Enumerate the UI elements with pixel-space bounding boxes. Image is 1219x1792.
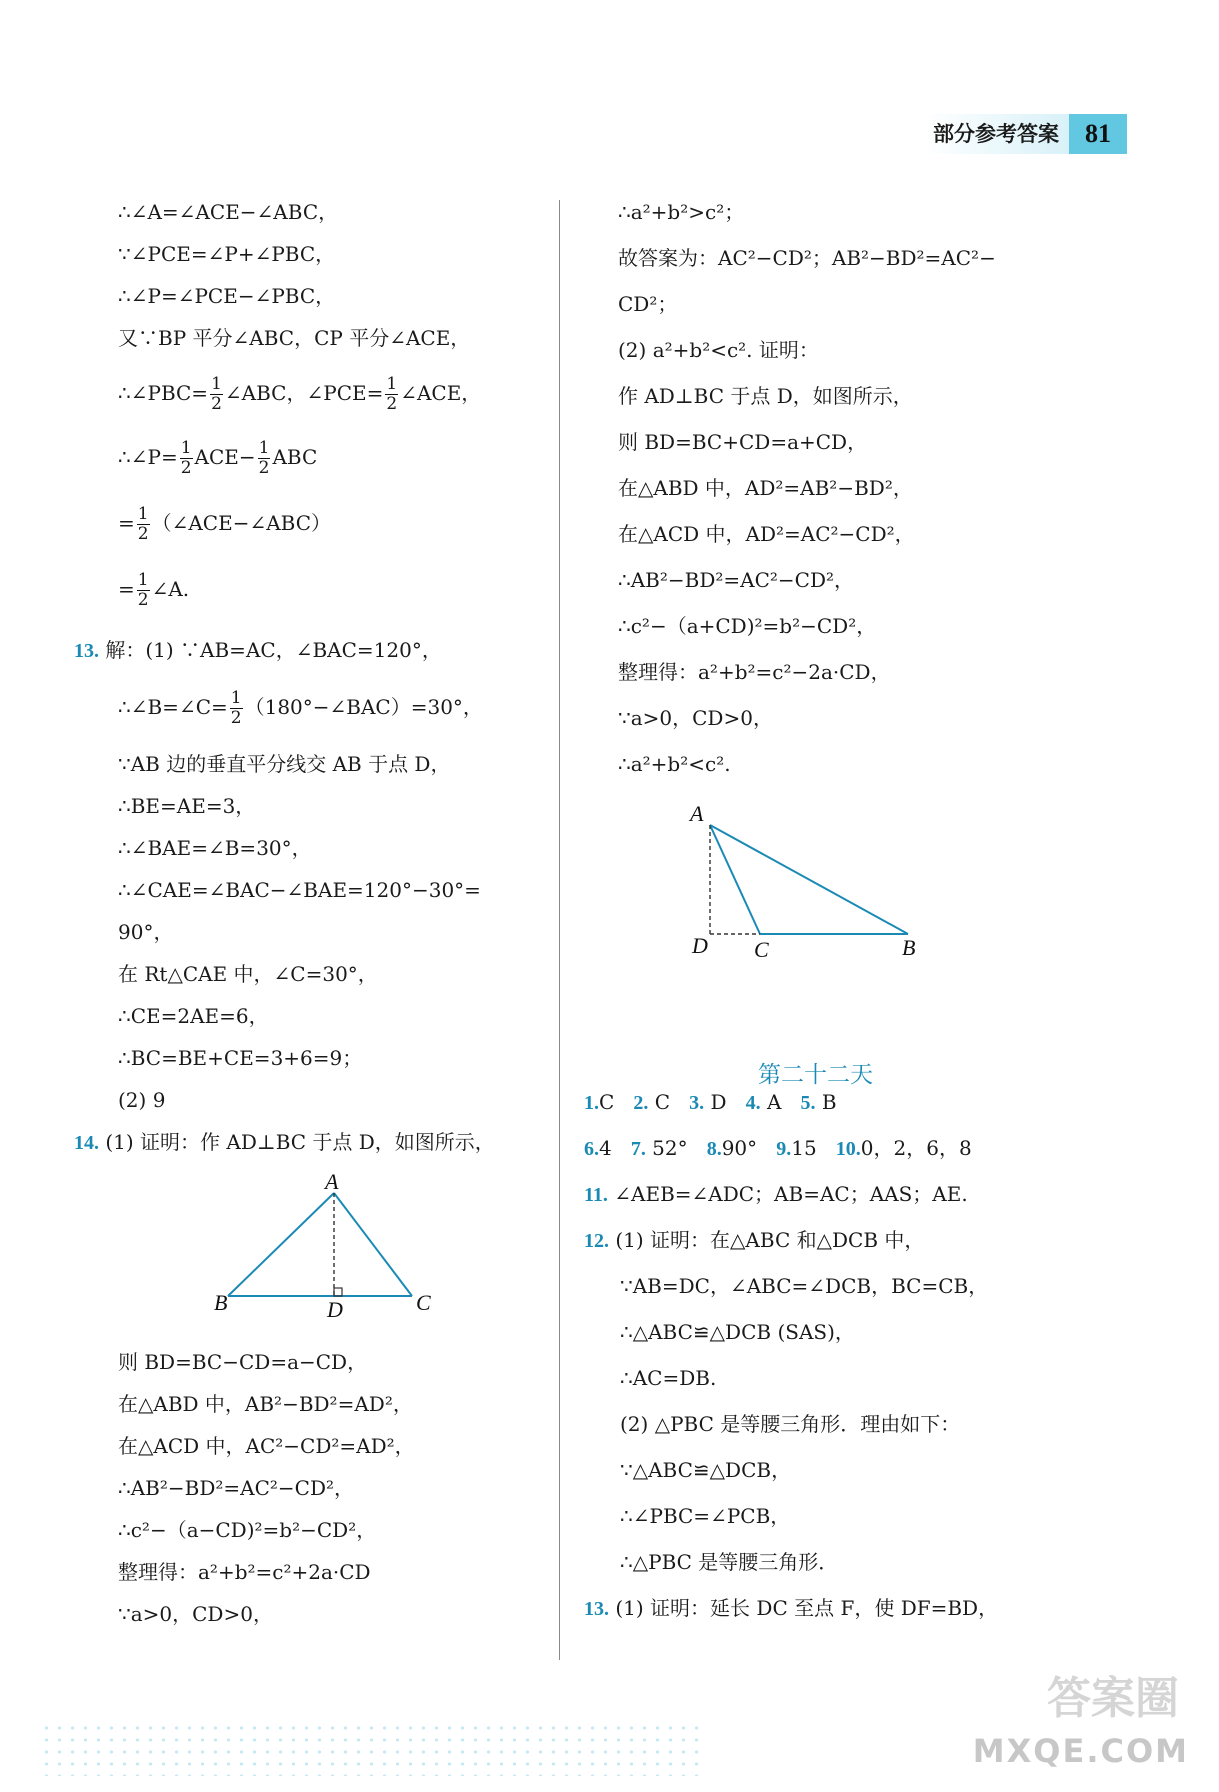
numerator: 1: [258, 438, 270, 458]
text: ∴∠B=∠C=: [118, 695, 228, 719]
right-angle-mark: [334, 1288, 342, 1296]
text-line: 整理得：a²+b²=c²−2a·CD，: [618, 660, 891, 684]
question-12: [584, 1226, 924, 1255]
text-line: ∴∠PBC=∠PCB，: [620, 1504, 791, 1528]
text-line: 在△ABD 中，AB²−BD²=AD²，: [118, 1392, 413, 1416]
denominator: 2: [211, 394, 222, 414]
text: 解：(1) ∵AB=AC，∠BAC=120°，: [105, 638, 442, 662]
text-line: ∴AC=DB.: [620, 1366, 717, 1390]
answer: 90°: [721, 1136, 758, 1160]
text-line: 90°，: [118, 920, 174, 944]
text-line: ∴BE=AE=3，: [118, 794, 256, 818]
label-b: B: [902, 935, 916, 960]
answer: A: [766, 1090, 782, 1114]
fraction: [180, 440, 193, 477]
triangle-figure-right: [680, 795, 940, 965]
text-line: ∵∠PCE=∠P+∠PBC，: [118, 242, 336, 266]
text: (1) 证明：在△ABC 和△DCB 中，: [615, 1228, 925, 1252]
question-number: 3.: [689, 1092, 705, 1114]
header-title: 部分参考答案: [925, 114, 1069, 154]
watermark-site: MXQE.COM: [972, 1732, 1189, 1770]
question-number: 5.: [800, 1092, 816, 1114]
question-number: 9.: [776, 1138, 792, 1160]
text-line: 在△ACD 中，AC²−CD²=AD²，: [118, 1434, 415, 1458]
question-number: 13.: [74, 640, 99, 662]
text-line: 则 BD=BC+CD=a+CD，: [618, 430, 868, 454]
denominator: 2: [180, 458, 192, 478]
fraction: [137, 572, 150, 609]
text-line: ∴AB²−BD²=AC²−CD²，: [618, 568, 855, 592]
footer-dot-pattern: [40, 1722, 700, 1776]
answer: C: [599, 1090, 615, 1114]
text: ∠ACE，: [400, 381, 482, 405]
label-a: A: [690, 801, 704, 826]
text-line: 则 BD=BC−CD=a−CD，: [118, 1350, 368, 1374]
text: ∴∠PBC=: [118, 381, 209, 405]
label-c: C: [754, 937, 769, 962]
numerator: 1: [180, 438, 192, 458]
numerator: 1: [137, 504, 149, 524]
text: （180°−∠BAC）=30°，: [244, 695, 483, 719]
denominator: 2: [230, 708, 242, 728]
text-line: ∵a>0，CD>0，: [618, 706, 773, 730]
label-d: D: [692, 933, 708, 958]
text-line: ∵AB=DC，∠ABC=∠DCB，BC=CB，: [620, 1274, 989, 1298]
text: ∠ABC，∠PCE=: [224, 381, 384, 405]
question-number: 7.: [630, 1138, 646, 1160]
text-line: CD²；: [618, 292, 678, 316]
text: =: [118, 577, 135, 601]
question-14: [74, 1128, 495, 1157]
answers-row-2: [584, 1134, 972, 1163]
text-line: ∴CE=2AE=6，: [118, 1004, 269, 1028]
denominator: 2: [137, 590, 149, 610]
triangle-figure-left: [210, 1165, 450, 1325]
text-line: ∴c²−（a−CD)²=b²−CD²，: [118, 1518, 377, 1542]
fraction: [137, 506, 150, 543]
numerator: 1: [230, 688, 242, 708]
section-title: 第二十二天: [758, 1062, 873, 1088]
watermark-brand: 答案圈: [1047, 1673, 1179, 1724]
answer: 0，2，6，8: [860, 1136, 972, 1160]
page-number: 81: [1069, 114, 1127, 154]
fraction: [385, 376, 398, 413]
answer: B: [821, 1090, 837, 1114]
text-line: ∴a²+b²<c².: [618, 752, 731, 776]
answer: ∠AEB=∠ADC；AB=AC；AAS；AE.: [614, 1182, 968, 1206]
text-line: 在△ACD 中，AD²=AC²−CD²，: [618, 522, 915, 546]
text-line: ∵a>0，CD>0，: [118, 1602, 273, 1626]
text: (1) 证明：作 AD⊥BC 于点 D，如图所示，: [105, 1130, 495, 1154]
label-c: C: [416, 1290, 431, 1315]
fraction: [210, 376, 223, 413]
text-line: (2) △PBC 是等腰三角形．理由如下：: [620, 1412, 961, 1436]
edge-ac: [710, 825, 760, 934]
text-line: 在 Rt△CAE 中，∠C=30°，: [118, 962, 378, 986]
text-line-fraction: [118, 506, 331, 543]
text: (1) 证明：延长 DC 至点 F，使 DF=BD，: [615, 1596, 999, 1620]
question-number: 2.: [633, 1092, 649, 1114]
text: ACE−: [194, 445, 256, 469]
question-number: 6.: [584, 1138, 599, 1160]
question-number: 8.: [706, 1138, 722, 1160]
question-13-day22: [584, 1594, 998, 1623]
text-line: ∴∠BAE=∠B=30°，: [118, 836, 312, 860]
text-line: 在△ABD 中，AD²=AB²−BD²，: [618, 476, 913, 500]
text: ∠A.: [151, 577, 190, 601]
edge-ab: [710, 825, 908, 934]
text-line-fraction: [118, 376, 481, 413]
question-number: 14.: [74, 1132, 99, 1154]
text-line: 作 AD⊥BC 于点 D，如图所示，: [618, 384, 913, 408]
answer: C: [654, 1090, 671, 1114]
answer: D: [710, 1090, 727, 1114]
question-number: 12.: [584, 1230, 609, 1252]
question-number: 13.: [584, 1598, 609, 1620]
column-divider: [559, 200, 560, 1660]
text-line: (2) 9: [118, 1088, 166, 1112]
text-line: 故答案为：AC²−CD²；AB²−BD²=AC²−: [618, 246, 996, 270]
text-line: ∴BC=BE+CE=3+6=9；: [118, 1046, 363, 1070]
edge-ac: [334, 1193, 412, 1296]
label-d: D: [327, 1297, 343, 1322]
text-line: ∵AB 边的垂直平分线交 AB 于点 D，: [118, 752, 451, 776]
text-line-fraction: [118, 572, 189, 609]
text-line: ∵△ABC≌△DCB，: [620, 1458, 792, 1482]
text-line: (2) a²+b²<c². 证明：: [618, 338, 819, 362]
text: （∠ACE−∠ABC）: [151, 511, 332, 535]
text-line: ∴△PBC 是等腰三角形．: [620, 1550, 839, 1574]
numerator: 1: [137, 570, 149, 590]
denominator: 2: [386, 394, 398, 414]
question-number: 11.: [584, 1184, 608, 1206]
text-line: ∴∠CAE=∠BAC−∠BAE=120°−30°=: [118, 878, 481, 902]
label-b: B: [214, 1290, 228, 1315]
answer: 15: [791, 1136, 817, 1160]
text-line-fraction: [118, 440, 317, 477]
text: ABC: [272, 445, 318, 469]
answers-row-1: [584, 1088, 837, 1117]
text-line: 又∵BP 平分∠ABC，CP 平分∠ACE，: [118, 326, 471, 350]
text-line: ∴c²−（a+CD)²=b²−CD²，: [618, 614, 877, 638]
numerator: 1: [211, 374, 222, 394]
text-line: ∴∠A=∠ACE−∠ABC，: [118, 200, 339, 224]
answer: 4: [599, 1136, 612, 1160]
text: ∴∠P=: [118, 445, 178, 469]
numerator: 1: [386, 374, 398, 394]
question-number: 10.: [835, 1138, 861, 1160]
text-line-fraction: [118, 690, 483, 727]
denominator: 2: [258, 458, 270, 478]
page-header: [925, 112, 1127, 156]
answer: 52°: [652, 1136, 688, 1160]
question-13: [74, 636, 442, 665]
fraction: [230, 690, 243, 727]
text-line: ∴AB²−BD²=AC²−CD²，: [118, 1476, 355, 1500]
text-line: ∴∠P=∠PCE−∠PBC，: [118, 284, 336, 308]
label-a: A: [325, 1169, 339, 1194]
text-line: ∴a²+b²>c²；: [618, 200, 745, 224]
question-number: 1.: [584, 1092, 599, 1114]
text: =: [118, 511, 135, 535]
text-line: ∴△ABC≌△DCB (SAS)，: [620, 1320, 855, 1344]
denominator: 2: [137, 524, 149, 544]
edge-ab: [228, 1193, 334, 1296]
question-11: [584, 1180, 968, 1209]
text-line: 整理得：a²+b²=c²+2a·CD: [118, 1560, 371, 1584]
fraction: [258, 440, 271, 477]
question-number: 4.: [745, 1092, 761, 1114]
